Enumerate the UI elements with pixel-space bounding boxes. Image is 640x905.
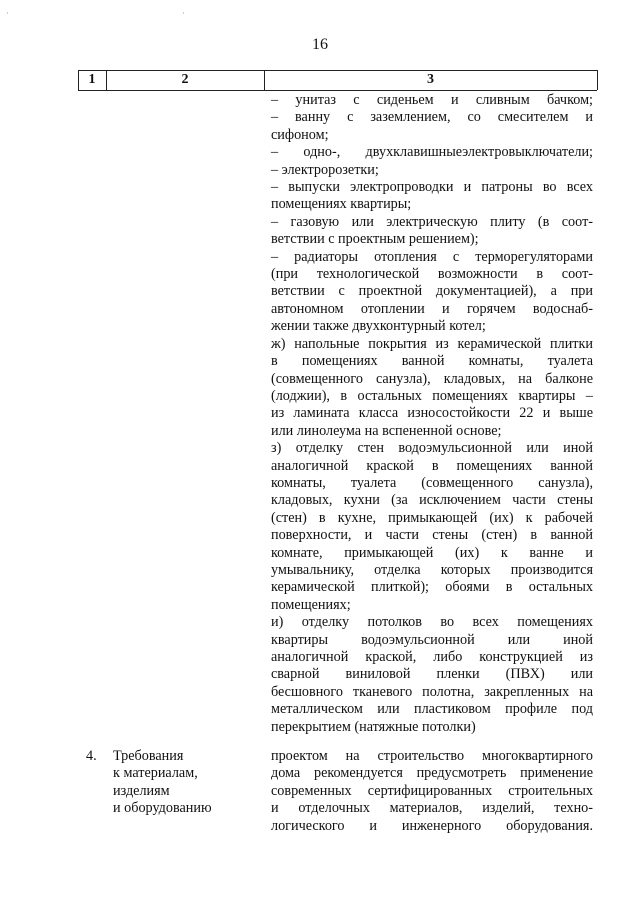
column-3-continuation-text [271, 92, 593, 736]
text-line: металлическом или пластиковом профиле под [271, 701, 593, 718]
text-line: кладовых, кухни (за исключением части стены [271, 492, 593, 509]
text-line: логического и инженерного оборудования. [271, 817, 593, 834]
text-line: ж) напольные покрытия из керамической плитки [271, 335, 593, 352]
text-line: (при технологической возможности в соот- [271, 266, 593, 283]
title-line: Требования [113, 748, 184, 764]
text-line: и отделочных материалов, изделий, техно- [271, 800, 593, 817]
text-line: сварной виниловой пленки (ПВХ) или [271, 666, 593, 683]
title-line: к материалам, [113, 765, 198, 782]
text-line: жении также двухконтурный котел; [271, 318, 486, 335]
text-line: (стен) в кухне, примыкающей (их) к рабочей [271, 509, 593, 526]
text-line: умывальнику, отделка которых производится [271, 561, 593, 578]
text-line: поверхности, и части стены (стен) в ванной [271, 527, 593, 544]
text-line: современных сертифицированных строительных [271, 782, 593, 799]
text-line: и) отделку потолков во всех помещениях [271, 614, 593, 631]
title-line: изделиям [113, 782, 170, 799]
text-line: дома рекомендуется предусмотреть применение [271, 765, 593, 782]
header-bottom-border [78, 90, 597, 91]
text-line: проектом на строительство многоквартирного [271, 748, 593, 764]
text-line: помещениях; [271, 596, 351, 613]
header-divider [597, 70, 598, 90]
text-line: комнаты, туалета (совмещенного санузла), [271, 474, 593, 491]
text-line: керамической плиткой); обоями в остальных [271, 579, 593, 596]
title-line: и оборудованию [113, 800, 212, 817]
text-line: – газовую или электрическую плиту (в соот- [271, 213, 593, 230]
text-line: сифоном; [271, 126, 329, 143]
text-line: квартиры водоэмульсионной или иной [271, 631, 593, 648]
text-line: – радиаторы отопления с терморегуляторами [271, 248, 593, 265]
text-line: – одно-, двухклавишныеэлектровыключатели; [271, 144, 593, 161]
text-line: – выпуски электропроводки и патроны во всех [271, 179, 593, 196]
column-header-1: 1 [88, 72, 96, 87]
text-line: из ламината класса износостойкости 22 и выше [271, 405, 593, 422]
text-line: автономном отоплении и горячем водоснаб- [271, 300, 593, 317]
scan-mark: · [6, 8, 9, 18]
row-4-number: 4. [86, 748, 97, 764]
text-line: аналогичной краской, либо конструкцией из [271, 649, 593, 665]
column-header-2: 2 [181, 72, 189, 87]
text-line: помещениях квартиры; [271, 196, 412, 213]
text-line: комнате, примыкающей (их) к ванне и [271, 544, 593, 561]
text-line: з) отделку стен водоэмульсионной или иной [271, 440, 593, 457]
text-line: – ванну с заземлением, со смесителем и [271, 109, 593, 126]
text-line: ветствии с проектным решением); [271, 231, 479, 248]
row-4-title [113, 748, 263, 818]
text-line: – электророзетки; [271, 161, 379, 178]
scan-mark: · [182, 8, 185, 18]
page-number: 16 [312, 36, 328, 53]
text-line: бесшовного тканевого полотна, закрепленных на [271, 683, 593, 700]
text-line: ветствии с проектной документацией), а при [271, 283, 593, 300]
text-line: перекрытием (натяжные потолки) [271, 718, 476, 735]
text-line: или линолеума на вспененной основе; [271, 422, 502, 439]
text-line: аналогичной краской в помещениях ванной [271, 457, 593, 474]
text-line: (совмещенного санузла), кладовых, на балконе [271, 370, 593, 387]
text-line: в помещениях ванной комнаты, туалета [271, 353, 593, 370]
column-header-3: 3 [427, 72, 434, 87]
text-line: (лоджии), в остальных помещениях квартиры – [271, 387, 593, 404]
row-4-description [271, 748, 593, 835]
text-line: – унитаз с сиденьем и сливным бачком; [271, 92, 593, 108]
